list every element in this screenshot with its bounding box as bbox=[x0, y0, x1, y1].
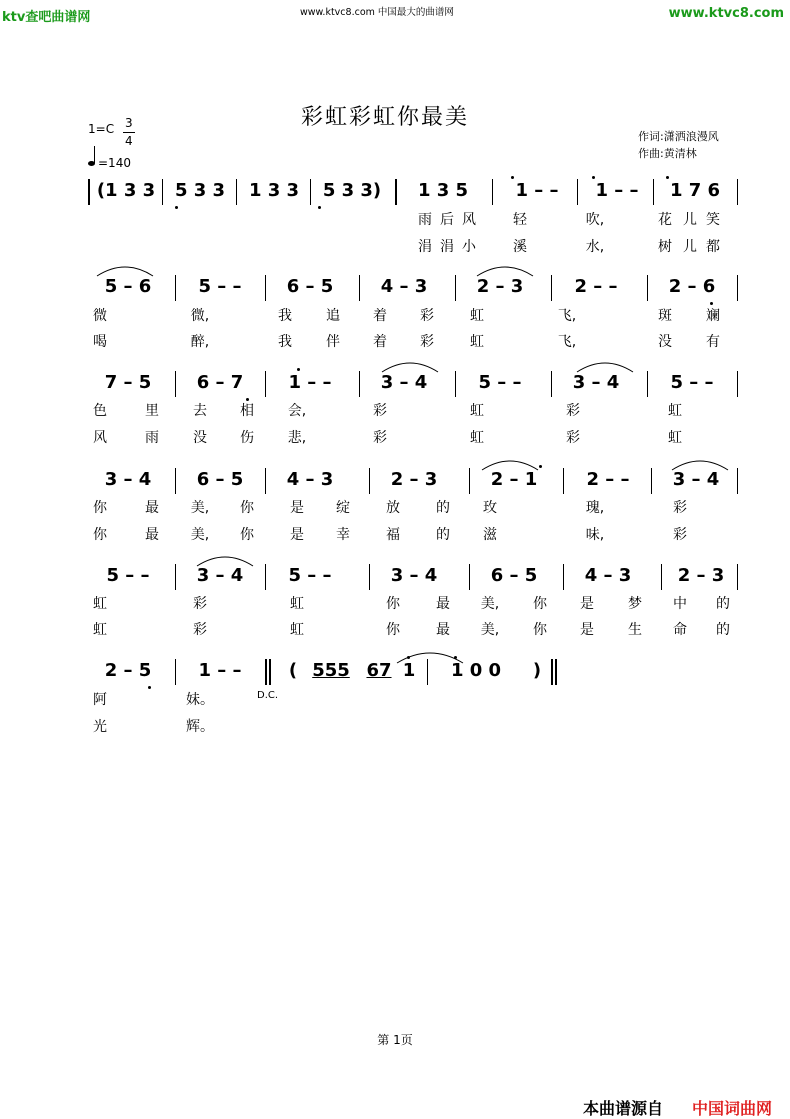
measure: 5 – 6 bbox=[104, 276, 152, 297]
measure: 1 7 6 bbox=[669, 180, 721, 201]
lyric: 我 bbox=[278, 308, 292, 324]
bar-line bbox=[310, 179, 311, 205]
lyric: 后 bbox=[440, 212, 454, 228]
lyric: 最 bbox=[145, 500, 159, 516]
measure: 3 – 4 bbox=[672, 469, 720, 490]
measure: 3 – 4 bbox=[104, 469, 152, 490]
lyric: 虹 bbox=[470, 403, 484, 419]
lyric: 是 bbox=[580, 622, 594, 638]
lyric: 彩 bbox=[673, 500, 687, 516]
bar-line bbox=[551, 275, 552, 301]
score-row-5 bbox=[85, 561, 745, 591]
bar-line bbox=[469, 564, 470, 590]
measure: 2 – 6 bbox=[668, 276, 716, 297]
bar-line bbox=[563, 468, 564, 494]
upper-octave-dot bbox=[592, 176, 595, 179]
lyric: 儿 bbox=[683, 239, 697, 255]
meter-line bbox=[123, 132, 135, 133]
measure: 1 – – bbox=[288, 372, 332, 393]
lyric: 的 bbox=[436, 527, 450, 543]
score-row-3 bbox=[85, 368, 745, 398]
measure: 5 3 3 bbox=[174, 180, 226, 201]
lyric: 笑 bbox=[706, 212, 720, 228]
measure: 3 – 4 bbox=[572, 372, 620, 393]
measure: 1 3 5 bbox=[417, 180, 469, 201]
lyric: 美, bbox=[190, 527, 210, 543]
measure: 5 3 3) bbox=[322, 180, 382, 201]
lyric: 着 bbox=[373, 308, 387, 324]
quarter-note-icon bbox=[88, 161, 95, 166]
lyric: 虹 bbox=[93, 596, 107, 612]
measure: 6 – 5 bbox=[286, 276, 334, 297]
footer-source: 本曲谱源自 bbox=[583, 1099, 664, 1118]
meter-numerator: 3 bbox=[125, 116, 133, 130]
lyric: 虹 bbox=[290, 596, 304, 612]
lyric: 光 bbox=[93, 719, 107, 735]
bar-line bbox=[737, 564, 738, 590]
lyric: 彩 bbox=[566, 430, 580, 446]
lyric: 飞, bbox=[557, 308, 577, 324]
lyric: 水, bbox=[585, 239, 605, 255]
song-title: 彩虹彩虹你最美 bbox=[300, 105, 469, 130]
lyric: 最 bbox=[436, 596, 450, 612]
lyric: 轻 bbox=[513, 212, 527, 228]
lyric: 花 bbox=[658, 212, 672, 228]
measure: 1 – – bbox=[595, 180, 639, 201]
measure: 6 – 5 bbox=[490, 565, 538, 586]
bar-line bbox=[737, 179, 738, 205]
lyric: 你 bbox=[386, 622, 400, 638]
measure: 67 bbox=[366, 660, 392, 681]
lyric: 虹 bbox=[668, 430, 682, 446]
lyric: 的 bbox=[716, 596, 730, 612]
bar-line bbox=[265, 275, 266, 301]
measure: 3 – 4 bbox=[390, 565, 438, 586]
lyric: 雨 bbox=[145, 430, 159, 446]
lyric: 虹 bbox=[668, 403, 682, 419]
measure: 2 – – bbox=[586, 469, 630, 490]
lyric: 里 bbox=[145, 403, 159, 419]
lyric: 美, bbox=[480, 622, 500, 638]
lyric: 伴 bbox=[326, 334, 340, 350]
lyric: 会, bbox=[287, 403, 307, 419]
lyricist-credit: 作词:潇洒浪漫风 bbox=[638, 130, 719, 143]
lyric: 斑 bbox=[658, 308, 672, 324]
lower-octave-dot bbox=[175, 206, 178, 209]
lyric: 微, bbox=[190, 308, 210, 324]
bar-line bbox=[162, 179, 163, 205]
lyric: 微 bbox=[93, 308, 107, 324]
measure: 5 – – bbox=[478, 372, 522, 393]
measure: 4 – 3 bbox=[584, 565, 632, 586]
dc-marking: D.C. bbox=[257, 690, 279, 701]
lower-octave-dot bbox=[148, 686, 151, 689]
lyric: 玫 bbox=[483, 500, 497, 516]
lyric: 是 bbox=[290, 500, 304, 516]
score-row-6 bbox=[85, 656, 745, 686]
measure: 1 – – bbox=[198, 660, 242, 681]
paren-close: ) bbox=[532, 660, 542, 681]
bar-line bbox=[236, 179, 237, 205]
measure: 5 – – bbox=[106, 565, 150, 586]
lyric: 中 bbox=[673, 596, 687, 612]
lyric: 梦 bbox=[628, 596, 642, 612]
lyric: 追 bbox=[326, 308, 340, 324]
lyric: 味, bbox=[585, 527, 605, 543]
lyric: 你 bbox=[386, 596, 400, 612]
lyric: 彩 bbox=[566, 403, 580, 419]
lyric: 飞, bbox=[557, 334, 577, 350]
measure: 7 – 5 bbox=[104, 372, 152, 393]
bar-line bbox=[359, 371, 360, 397]
measure: 2 – – bbox=[574, 276, 618, 297]
measure: (1 3 3 bbox=[96, 180, 156, 201]
lyric: 瑰, bbox=[585, 500, 605, 516]
measure: 4 – 3 bbox=[380, 276, 428, 297]
lyric: 你 bbox=[240, 527, 254, 543]
lyric: 彩 bbox=[193, 596, 207, 612]
upper-octave-dot bbox=[454, 656, 457, 659]
bar-line bbox=[563, 564, 564, 590]
lyric: 溪 bbox=[513, 239, 527, 255]
quarter-note-stem bbox=[94, 146, 95, 163]
bar-line bbox=[551, 371, 552, 397]
meter-denominator: 4 bbox=[125, 134, 133, 148]
lyric: 着 bbox=[373, 334, 387, 350]
lyric: 没 bbox=[193, 430, 207, 446]
lyric: 没 bbox=[658, 334, 672, 350]
lyric: 彩 bbox=[373, 403, 387, 419]
bar-line bbox=[175, 564, 176, 590]
bar-line bbox=[661, 564, 662, 590]
bar-line bbox=[647, 275, 648, 301]
footer-site: 中国词曲网 bbox=[692, 1099, 773, 1118]
measure: 1 bbox=[402, 660, 416, 681]
paren-open: ( bbox=[288, 660, 298, 681]
bar-line bbox=[395, 179, 397, 205]
lyric: 最 bbox=[436, 622, 450, 638]
measure: 3 – 4 bbox=[196, 565, 244, 586]
header-site-left: ktv查吧曲谱网 bbox=[2, 10, 91, 25]
measure: 2 – 5 bbox=[104, 660, 152, 681]
bar-line bbox=[737, 275, 738, 301]
double-bar-line bbox=[265, 659, 267, 685]
bar-line bbox=[265, 371, 266, 397]
lyric: 你 bbox=[533, 622, 547, 638]
bar-line bbox=[469, 468, 470, 494]
lyric: 去 bbox=[193, 403, 207, 419]
lyric: 伤 bbox=[240, 430, 254, 446]
bar-line bbox=[427, 659, 428, 685]
bar-line bbox=[265, 564, 266, 590]
lyric: 树 bbox=[658, 239, 672, 255]
measure: 5 – – bbox=[288, 565, 332, 586]
lyric: 的 bbox=[436, 500, 450, 516]
lyric: 放 bbox=[386, 500, 400, 516]
lyric: 吹, bbox=[585, 212, 605, 228]
bar-line bbox=[369, 564, 370, 590]
lyric: 我 bbox=[278, 334, 292, 350]
bar-line bbox=[175, 371, 176, 397]
lyric: 有 bbox=[706, 334, 720, 350]
lyric: 喝 bbox=[93, 334, 107, 350]
lyric: 相 bbox=[240, 403, 254, 419]
bar-line bbox=[577, 179, 578, 205]
lyric: 妹。 bbox=[186, 692, 214, 708]
lyric: 辉。 bbox=[186, 719, 214, 735]
upper-octave-dot bbox=[511, 176, 514, 179]
bar-line bbox=[653, 179, 654, 205]
measure: 4 – 3 bbox=[286, 469, 334, 490]
measure: 1 0 0 bbox=[450, 660, 502, 681]
measure: 2 – 3 bbox=[677, 565, 725, 586]
lyric: 斓 bbox=[706, 308, 720, 324]
upper-octave-dot bbox=[666, 176, 669, 179]
score-row-2 bbox=[85, 272, 745, 302]
lyric: 风 bbox=[462, 212, 476, 228]
lyric: 你 bbox=[93, 500, 107, 516]
lyric: 是 bbox=[580, 596, 594, 612]
upper-octave-dot bbox=[407, 656, 410, 659]
lyric: 彩 bbox=[673, 527, 687, 543]
lyric: 的 bbox=[716, 622, 730, 638]
lyric: 福 bbox=[386, 527, 400, 543]
double-bar-line bbox=[551, 659, 553, 685]
lyric: 你 bbox=[93, 527, 107, 543]
lyric: 彩 bbox=[420, 334, 434, 350]
tempo-marking: =140 bbox=[98, 156, 131, 170]
bar-line bbox=[455, 371, 456, 397]
lyric: 儿 bbox=[683, 212, 697, 228]
measure: 6 – 5 bbox=[196, 469, 244, 490]
header-site-middle: www.ktvc8.com 中国最大的曲谱网 bbox=[300, 7, 454, 18]
lyric: 涓 bbox=[440, 239, 454, 255]
bar-line bbox=[737, 468, 738, 494]
double-bar-line bbox=[555, 659, 557, 685]
lyric: 你 bbox=[240, 500, 254, 516]
score-row-4 bbox=[85, 465, 745, 495]
bar-line bbox=[492, 179, 493, 205]
bar-line bbox=[359, 275, 360, 301]
upper-octave-dot bbox=[539, 465, 542, 468]
bar-line bbox=[175, 659, 176, 685]
lyric: 风 bbox=[93, 430, 107, 446]
lyric: 色 bbox=[93, 403, 107, 419]
bar-line bbox=[265, 468, 266, 494]
bar-line bbox=[369, 468, 370, 494]
lyric: 虹 bbox=[93, 622, 107, 638]
measure: 1 – – bbox=[515, 180, 559, 201]
lyric: 涓 bbox=[418, 239, 432, 255]
measure: 6 – 7 bbox=[196, 372, 244, 393]
lyric: 雨 bbox=[418, 212, 432, 228]
lyric: 彩 bbox=[193, 622, 207, 638]
lyric: 虹 bbox=[290, 622, 304, 638]
lyric: 阿 bbox=[93, 692, 107, 708]
measure: 555 bbox=[312, 660, 350, 681]
measure: 5 – – bbox=[198, 276, 242, 297]
lyric: 小 bbox=[462, 239, 476, 255]
lyric: 彩 bbox=[373, 430, 387, 446]
lyric: 滋 bbox=[483, 527, 497, 543]
measure: 5 – – bbox=[670, 372, 714, 393]
lyric: 彩 bbox=[420, 308, 434, 324]
lyric: 生 bbox=[628, 622, 642, 638]
measure: 2 – 3 bbox=[390, 469, 438, 490]
measure: 3 – 4 bbox=[380, 372, 428, 393]
upper-octave-dot bbox=[297, 368, 300, 371]
lower-octave-dot bbox=[318, 206, 321, 209]
lyric: 美, bbox=[190, 500, 210, 516]
header-site-right: www.ktvc8.com bbox=[668, 6, 784, 21]
page-number: 第 1页 bbox=[377, 1033, 413, 1047]
lyric: 悲, bbox=[287, 430, 307, 446]
bar-line bbox=[175, 275, 176, 301]
composer-credit: 作曲:黄清林 bbox=[638, 147, 697, 160]
double-bar-line bbox=[269, 659, 271, 685]
lyric: 虹 bbox=[470, 334, 484, 350]
score-row-1 bbox=[85, 176, 745, 206]
bar-line bbox=[455, 275, 456, 301]
bar-line bbox=[737, 371, 738, 397]
lyric: 虹 bbox=[470, 308, 484, 324]
lyric: 最 bbox=[145, 527, 159, 543]
lyric: 是 bbox=[290, 527, 304, 543]
measure: 2 – 1 bbox=[490, 469, 538, 490]
lyric: 虹 bbox=[470, 430, 484, 446]
lyric: 幸 bbox=[336, 527, 350, 543]
measure: 2 – 3 bbox=[476, 276, 524, 297]
lyric: 你 bbox=[533, 596, 547, 612]
key-signature: 1=C bbox=[88, 122, 115, 136]
lyric: 绽 bbox=[336, 500, 350, 516]
lyric: 美, bbox=[480, 596, 500, 612]
lyric: 都 bbox=[706, 239, 720, 255]
bar-line bbox=[651, 468, 652, 494]
lyric: 醉, bbox=[190, 334, 210, 350]
bar-line bbox=[647, 371, 648, 397]
measure: 1 3 3 bbox=[248, 180, 300, 201]
lyric: 命 bbox=[673, 622, 687, 638]
bar-line bbox=[175, 468, 176, 494]
